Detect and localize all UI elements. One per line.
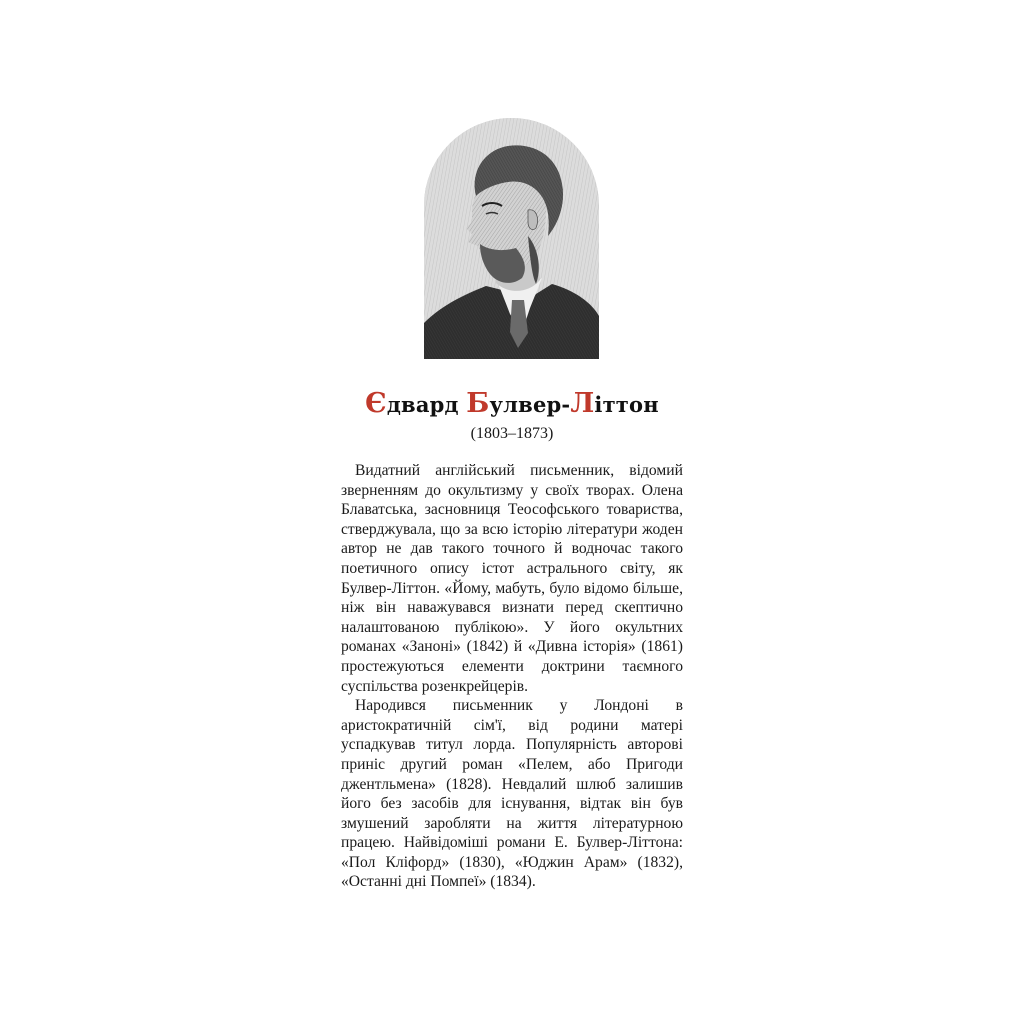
name-rest-2: улвер-	[489, 392, 571, 417]
name-rest-3: іттон	[594, 392, 659, 417]
name-initial-3: Л	[570, 388, 595, 419]
biography-paragraph-2: Народився письменник у Лондоні в аристократичній сім'ї, від родини матері успадкував титул лорда. Популярність авторові приніс другий роман «Пелем, або Пригоди джентльмена» (1828). Невдалий шлюб залишив його без засобів для існування, відтак він був змушений заробляти на життя літературною працею. Найвідоміші романи Е. Булвер-Літтона: «Пол Кліфорд» (1830), «Юджин Арам» (1832), «Останні дні Помпеї» (1834).	[341, 697, 683, 891]
author-life-years: (1803–1873)	[470, 425, 554, 442]
name-initial-1: Є	[365, 388, 387, 419]
biography-text	[341, 461, 683, 892]
author-name-heading	[300, 388, 724, 419]
name-rest-1: двард	[386, 392, 467, 417]
author-portrait	[424, 118, 599, 359]
biography-paragraph-1: Видатний англійський письменник, відомий зверненням до окультизму у своїх творах. Олена Блаватська, засновниця Теософського товариства, стверджувала, що за всю історію літератури жоден автор не дав такого точного й водночас такого поетичного опису істот астрального світу, як Булвер-Літтон. «Йому, мабуть, було відомо більше, ніж він наважувався визнати перед скептично налаштованою публікою». У його окультних романах «Заноні» (1842) й «Дивна історія» (1861) простежуються елементи доктрини таємного суспільства розенкрейцерів.	[341, 462, 683, 695]
name-initial-2: Б	[466, 388, 490, 419]
portrait-engraving-icon	[424, 118, 599, 359]
